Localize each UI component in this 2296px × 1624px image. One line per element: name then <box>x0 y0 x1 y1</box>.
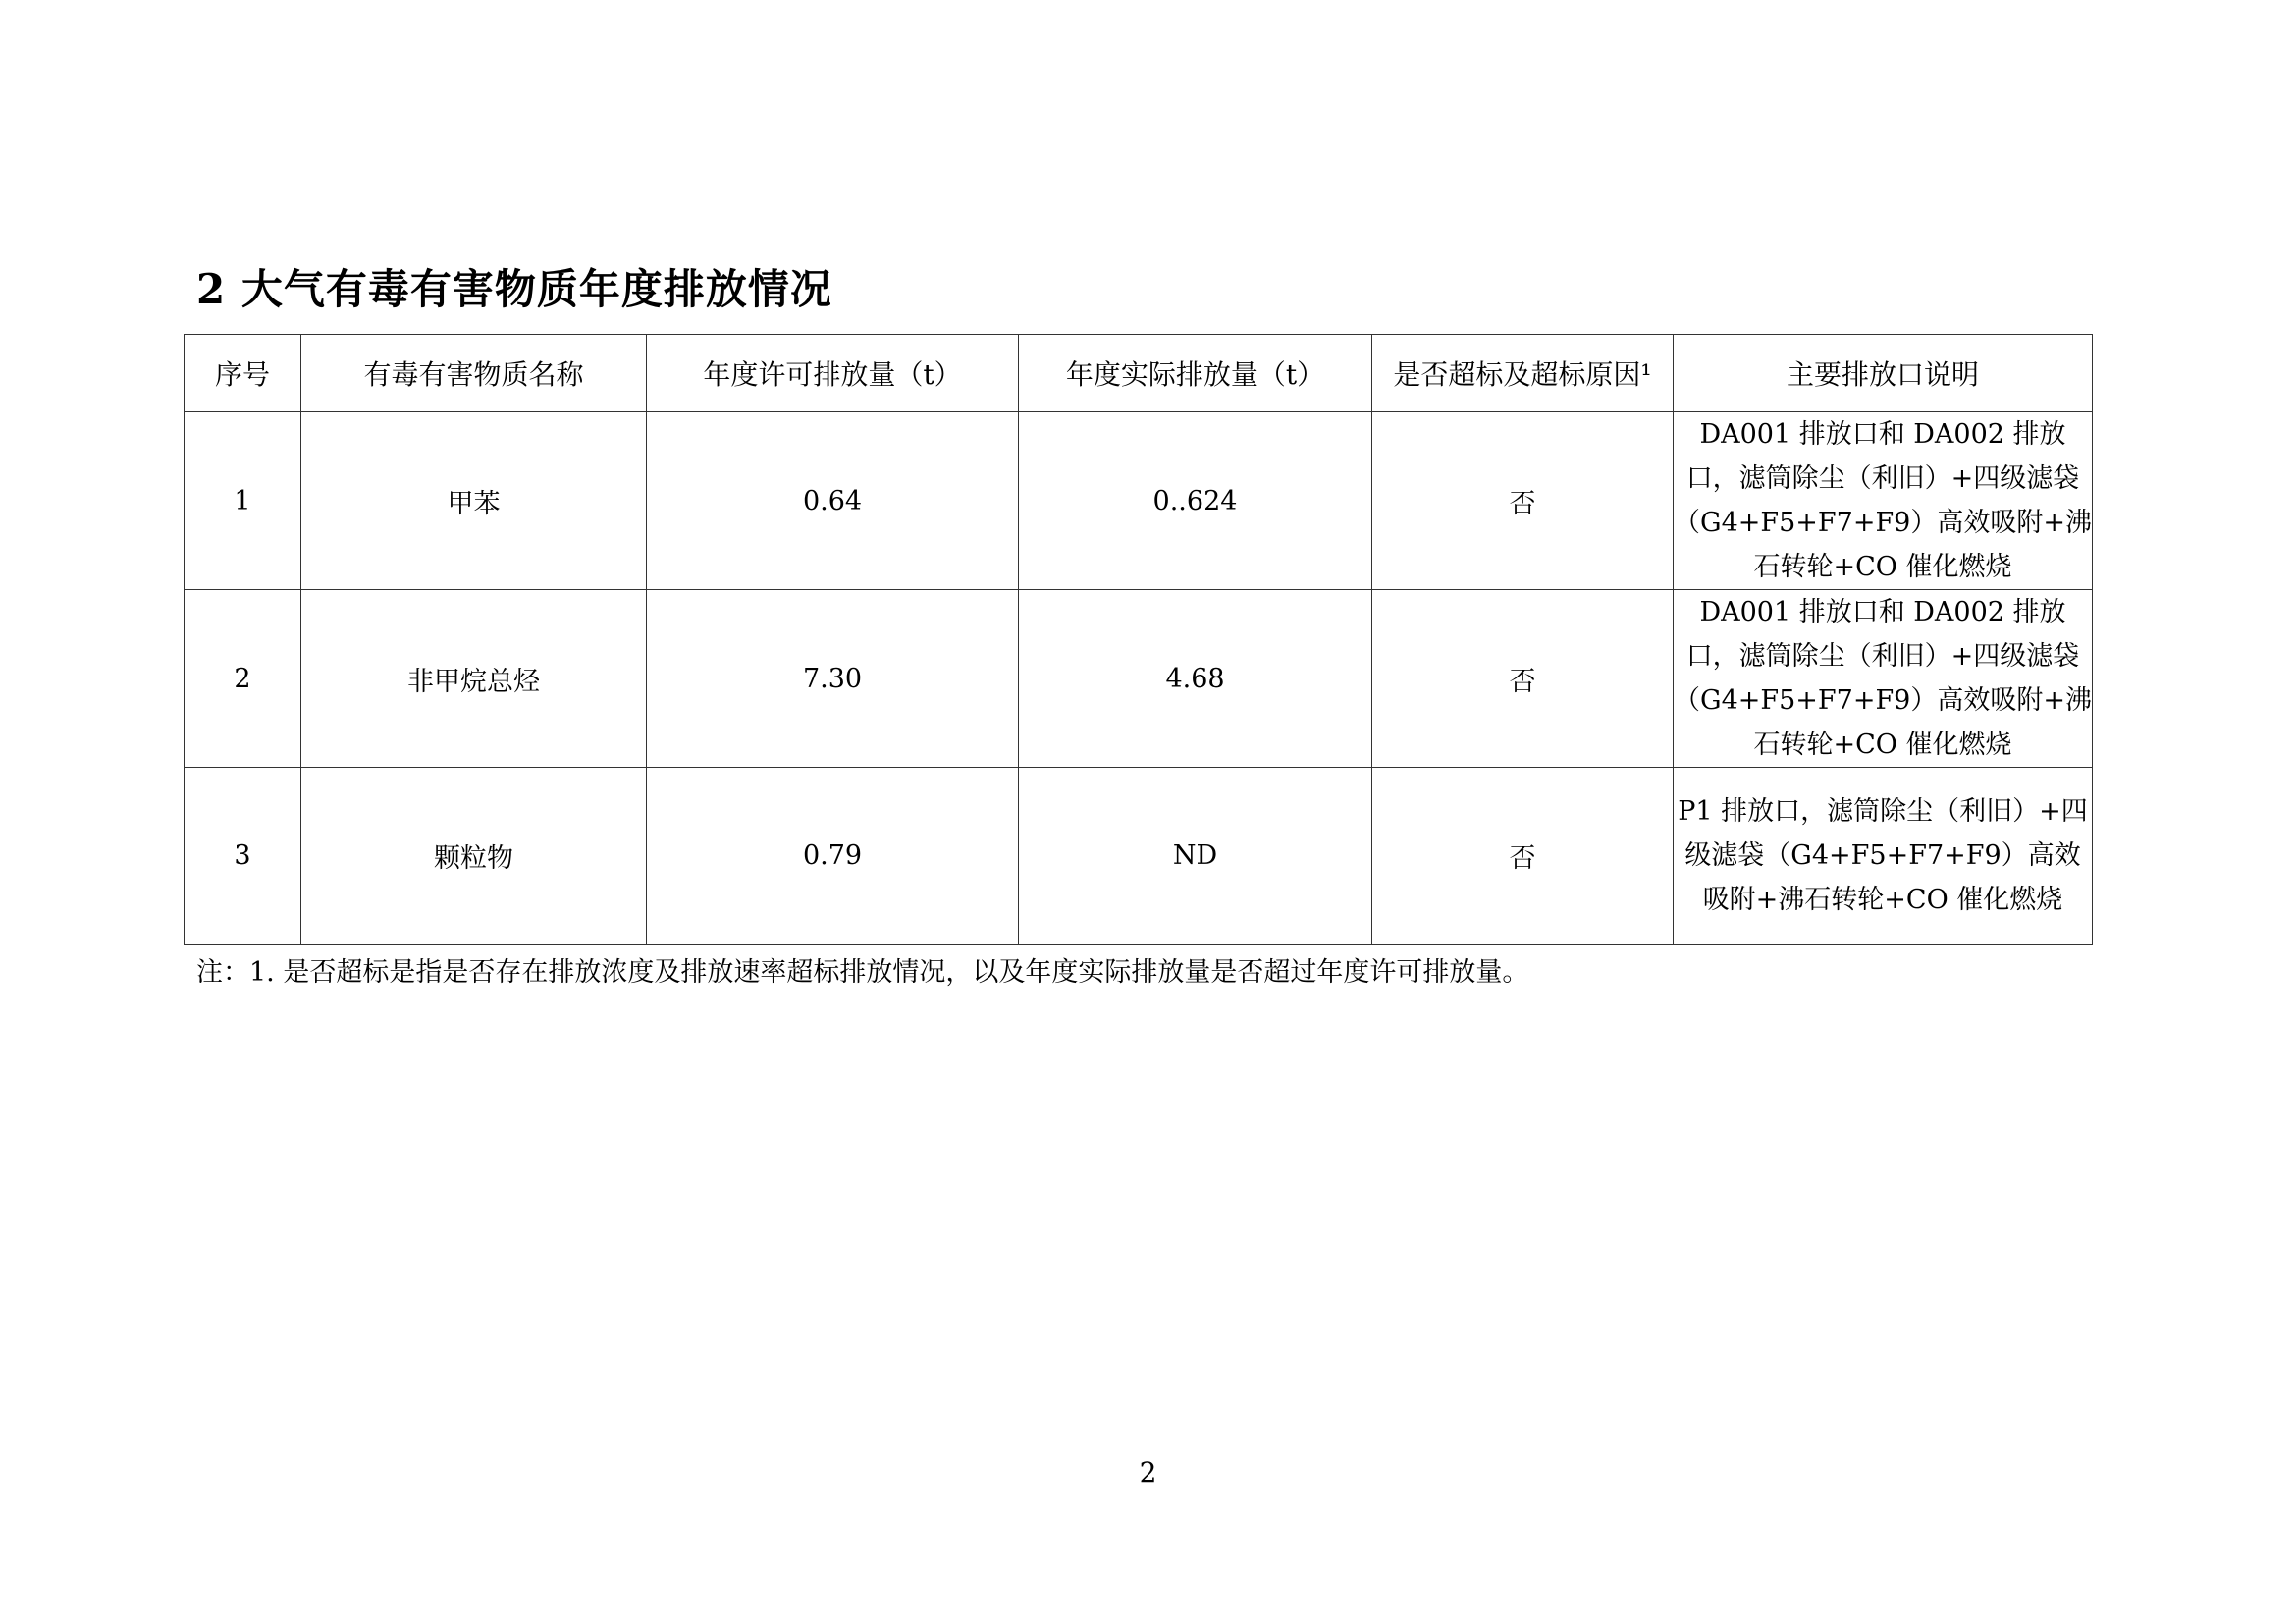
cell-outlet-description: DA001 排放口和 DA002 排放口，滤筒除尘（利旧）+四级滤袋（G4+F5+F7+F9）高效吸附+沸石转轮+CO 催化燃烧 <box>1674 590 2093 768</box>
table-row <box>185 590 2093 768</box>
cell-actual-emission: 0..624 <box>1019 412 1372 590</box>
cell-exceedance: 否 <box>1372 412 1674 590</box>
cell-outlet-description: P1 排放口，滤筒除尘（利旧）+四级滤袋（G4+F5+F7+F9）高效吸附+沸石转轮+CO 催化燃烧 <box>1674 768 2093 945</box>
cell-serial-no: 2 <box>185 590 301 768</box>
cell-exceedance: 否 <box>1372 590 1674 768</box>
emissions-table <box>184 334 2093 945</box>
cell-permitted-emission: 0.79 <box>647 768 1019 945</box>
cell-permitted-emission: 7.30 <box>647 590 1019 768</box>
header-actual-emission: 年度实际排放量（t） <box>1019 335 1372 412</box>
page-number: 2 <box>1139 1456 1157 1489</box>
cell-actual-emission: 4.68 <box>1019 590 1372 768</box>
cell-substance-name: 非甲烷总烃 <box>301 590 647 768</box>
header-substance-name: 有毒有害物质名称 <box>301 335 647 412</box>
table-footnote: 注：1. 是否超标是指是否存在排放浓度及排放速率超标排放情况，以及年度实际排放量是否超过年度许可排放量。 <box>196 957 1529 988</box>
table-row <box>185 412 2093 590</box>
cell-substance-name: 甲苯 <box>301 412 647 590</box>
table-header-row <box>185 335 2093 412</box>
cell-exceedance: 否 <box>1372 768 1674 945</box>
cell-substance-name: 颗粒物 <box>301 768 647 945</box>
page-title: 2 大气有毒有害物质年度排放情况 <box>196 265 832 313</box>
cell-outlet-description: DA001 排放口和 DA002 排放口，滤筒除尘（利旧）+四级滤袋（G4+F5+F7+F9）高效吸附+沸石转轮+CO 催化燃烧 <box>1674 412 2093 590</box>
table-row <box>185 768 2093 945</box>
cell-serial-no: 3 <box>185 768 301 945</box>
header-outlet-description: 主要排放口说明 <box>1674 335 2093 412</box>
cell-permitted-emission: 0.64 <box>647 412 1019 590</box>
cell-actual-emission: ND <box>1019 768 1372 945</box>
header-exceedance: 是否超标及超标原因¹ <box>1372 335 1674 412</box>
header-permitted-emission: 年度许可排放量（t） <box>647 335 1019 412</box>
cell-serial-no: 1 <box>185 412 301 590</box>
header-serial-no: 序号 <box>185 335 301 412</box>
